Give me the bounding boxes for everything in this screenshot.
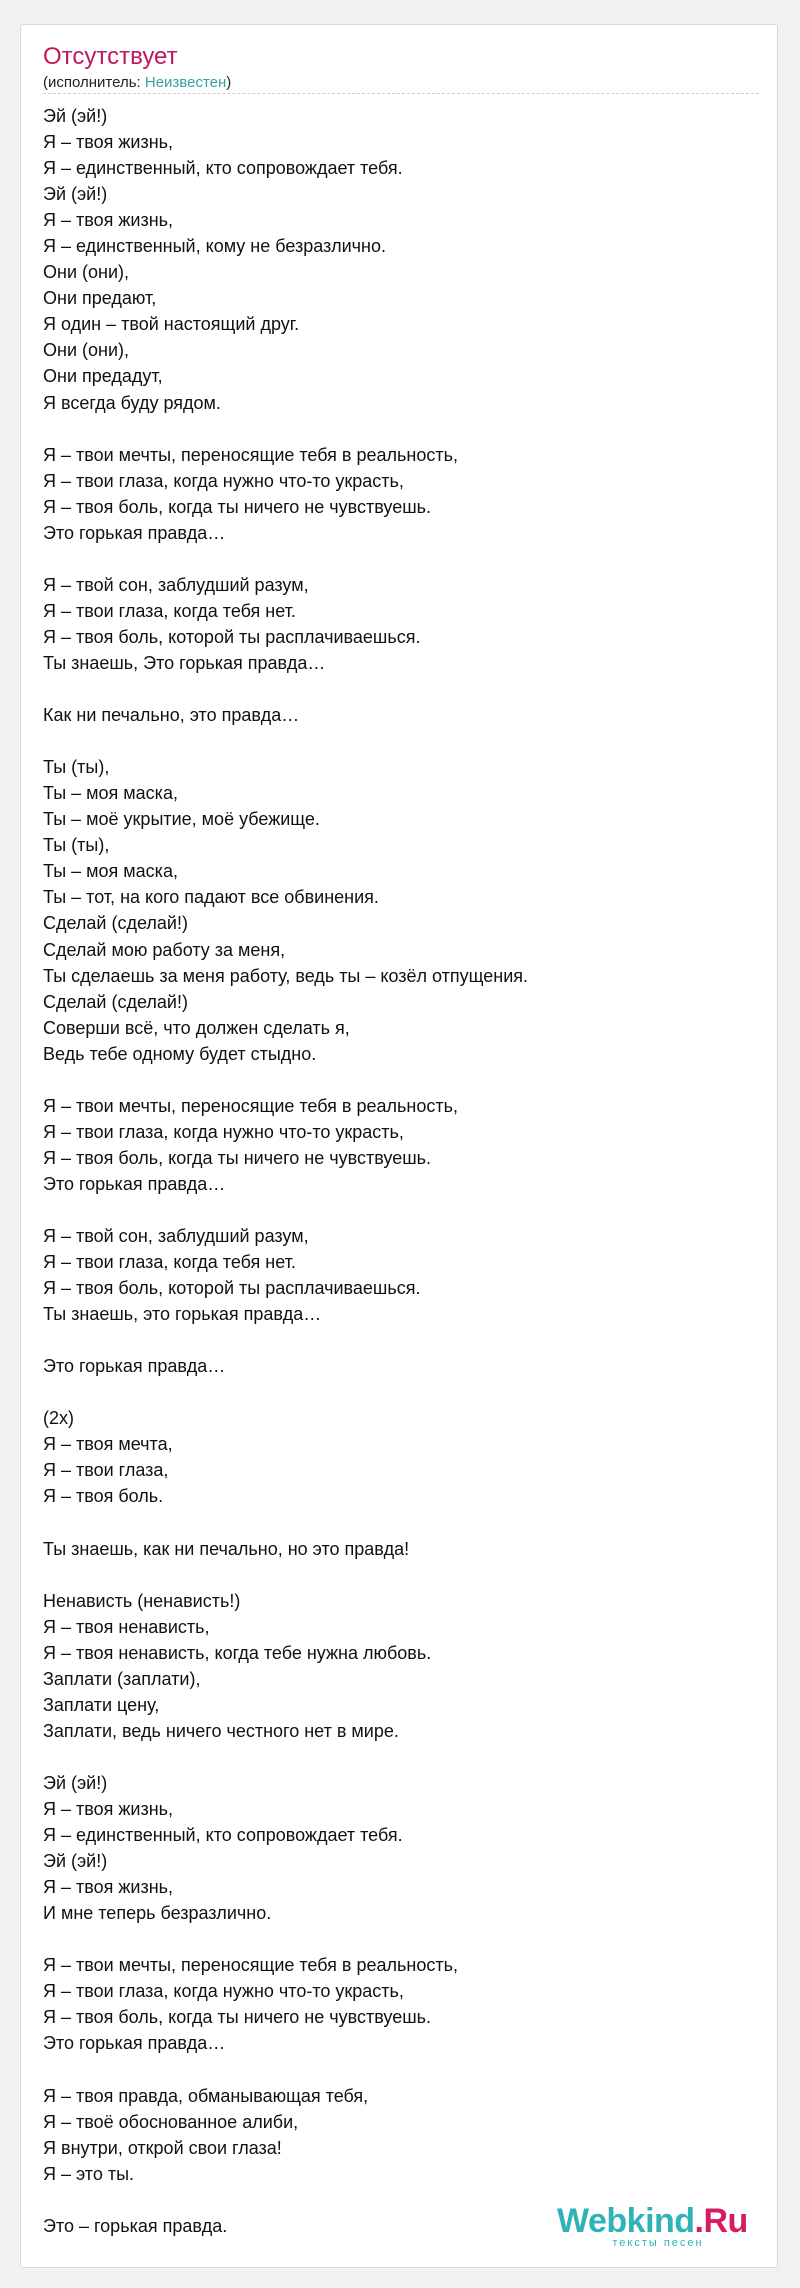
lyrics-line: Я – твоя боль, когда ты ничего не чувствуешь. [43,1147,432,1168]
lyrics-line: Я всегда буду рядом. [43,392,221,413]
lyrics-line: Ненависть (ненависть!) [43,1590,241,1611]
lyrics-line: Это горькая правда… [43,1356,226,1377]
lyrics-line: Сделай (сделай!) [43,913,188,934]
lyrics-line: Ты знаешь, как ни печально, но это правда! [43,1538,410,1559]
lyrics-line: Я – твои глаза, когда тебя нет. [43,600,296,621]
logo-tld: .Ru [694,2202,748,2240]
lyrics-line: Я – твои глаза, когда нужно что-то украсть, [43,470,404,491]
artist-prefix: (исполнитель: [43,74,145,91]
lyrics-line: (2x) [43,1408,74,1429]
lyrics-line: Ты – тот, на кого падают все обвинения. [43,887,379,908]
lyrics-line: Я – твоя боль, когда ты ничего не чувствуешь. [43,496,432,517]
lyrics-line: Они (они), [43,340,129,361]
artist-line [43,74,231,92]
lyrics-line: Сделай (сделай!) [43,991,188,1012]
artist-suffix: ) [226,74,232,91]
lyrics-blank-line [43,1926,759,1952]
logo-wordmark [557,2203,747,2239]
lyrics-line: Ты (ты), [43,835,110,856]
lyrics-line: Заплати (заплати), [43,1668,201,1689]
lyrics-line: Ты – моё укрытие, моё убежище. [43,809,320,830]
lyrics-line: Я – твоя ненависть, [43,1616,210,1637]
lyrics-blank-line [43,546,759,572]
lyrics-text [43,103,759,2239]
lyrics-blank-line [43,1510,759,1536]
lyrics-line: Это горькая правда… [43,1173,226,1194]
logo-tagline: тексты песен [612,2237,704,2249]
lyrics-line: Заплати, ведь ничего честного нет в мире. [43,1720,399,1741]
lyrics-line: Я – твоя правда, обманывающая тебя, [43,2085,369,2106]
lyrics-blank-line [43,1379,759,1405]
lyrics-line: Это – горькая правда. [43,2215,228,2236]
lyrics-line: Я – твоё обоснованное алиби, [43,2111,299,2132]
lyrics-line: Я – единственный, кому не безразлично. [43,236,386,257]
lyrics-line: Ты сделаешь за меня работу, ведь ты – козёл отпущения. [43,965,529,986]
logo-main-text: Webkind [557,2202,695,2240]
lyrics-line: Я – твои мечты, переносящие тебя в реальность, [43,1095,458,1116]
lyrics-line: Я – твои глаза, когда тебя нет. [43,1252,296,1273]
lyrics-line: Я – твоя боль, когда ты ничего не чувствуешь. [43,2007,432,2028]
artist-link[interactable]: Неизвестен [144,74,227,91]
site-logo[interactable] [557,2203,747,2249]
lyrics-line: Я – твоя боль, которой ты расплачиваешься. [43,1278,421,1299]
lyrics-line: Эй (эй!) [43,184,108,205]
lyrics-line: Я – твоя жизнь, [43,1877,174,1898]
lyrics-line: Ты – моя маска, [43,861,178,882]
lyrics-line: Ты знаешь, это горькая правда… [43,1304,322,1325]
lyrics-line: Я – твой сон, заблудший разум, [43,574,309,595]
title-divider [43,93,759,94]
lyrics-line: Я – твоя жизнь, [43,1799,174,1820]
lyrics-card [20,24,778,2268]
lyrics-line: Я – единственный, кто сопровождает тебя. [43,158,403,179]
lyrics-line: Ведь тебе одному будет стыдно. [43,1043,317,1064]
lyrics-line: Я – твоя мечта, [43,1434,173,1455]
lyrics-line: Я – твои глаза, когда нужно что-то украсть, [43,1981,404,2002]
lyrics-line: Это горькая правда… [43,522,226,543]
lyrics-line: Я – единственный, кто сопровождает тебя. [43,1825,403,1846]
lyrics-line: Я – это ты. [43,2163,135,2184]
lyrics-line: Я – твоя жизнь, [43,132,174,153]
lyrics-line: Эй (эй!) [43,106,108,126]
lyrics-line: Эй (эй!) [43,1851,108,1872]
lyrics-blank-line [43,1197,759,1223]
lyrics-line: Я – твоя ненависть, когда тебе нужна любовь. [43,1642,432,1663]
lyrics-blank-line [43,1562,759,1588]
lyrics-blank-line [43,676,759,702]
lyrics-line: Соверши всё, что должен сделать я, [43,1017,350,1038]
lyrics-line: Эй (эй!) [43,1773,108,1793]
lyrics-blank-line [43,2057,759,2083]
lyrics-line: Я – твой сон, заблудший разум, [43,1226,309,1247]
lyrics-line: Ты – моя маска, [43,783,178,804]
lyrics-line: Я – твоя жизнь, [43,210,174,231]
lyrics-line: Это горькая правда… [43,2033,226,2054]
lyrics-line: Они (они), [43,262,129,283]
lyrics-line: Они предают, [43,288,157,309]
lyrics-line: Я – твои мечты, переносящие тебя в реальность, [43,1955,458,1976]
lyrics-blank-line [43,416,759,442]
lyrics-line: Ты (ты), [43,757,110,778]
lyrics-line: Я – твои глаза, [43,1460,169,1481]
lyrics-blank-line [43,1744,759,1770]
lyrics-line: Я внутри, открой свои глаза! [43,2137,282,2158]
lyrics-line: Они предадут, [43,366,163,387]
lyrics-line: Сделай мою работу за меня, [43,939,286,960]
lyrics-line: Заплати цену, [43,1694,160,1715]
lyrics-blank-line [43,1067,759,1093]
lyrics-line: И мне теперь безразлично. [43,1903,272,1924]
song-title: Отсутствует [43,43,178,70]
lyrics-line: Я – твоя боль. [43,1486,164,1507]
lyrics-line: Я – твои мечты, переносящие тебя в реальность, [43,444,458,465]
lyrics-line: Я один – твой настоящий друг. [43,314,300,335]
lyrics-line: Как ни печально, это правда… [43,705,300,726]
lyrics-blank-line [43,1327,759,1353]
lyrics-line: Я – твоя боль, которой ты расплачиваешься. [43,626,421,647]
lyrics-blank-line [43,728,759,754]
lyrics-line: Я – твои глаза, когда нужно что-то украсть, [43,1121,404,1142]
lyrics-line: Ты знаешь, Это горькая правда… [43,652,326,673]
